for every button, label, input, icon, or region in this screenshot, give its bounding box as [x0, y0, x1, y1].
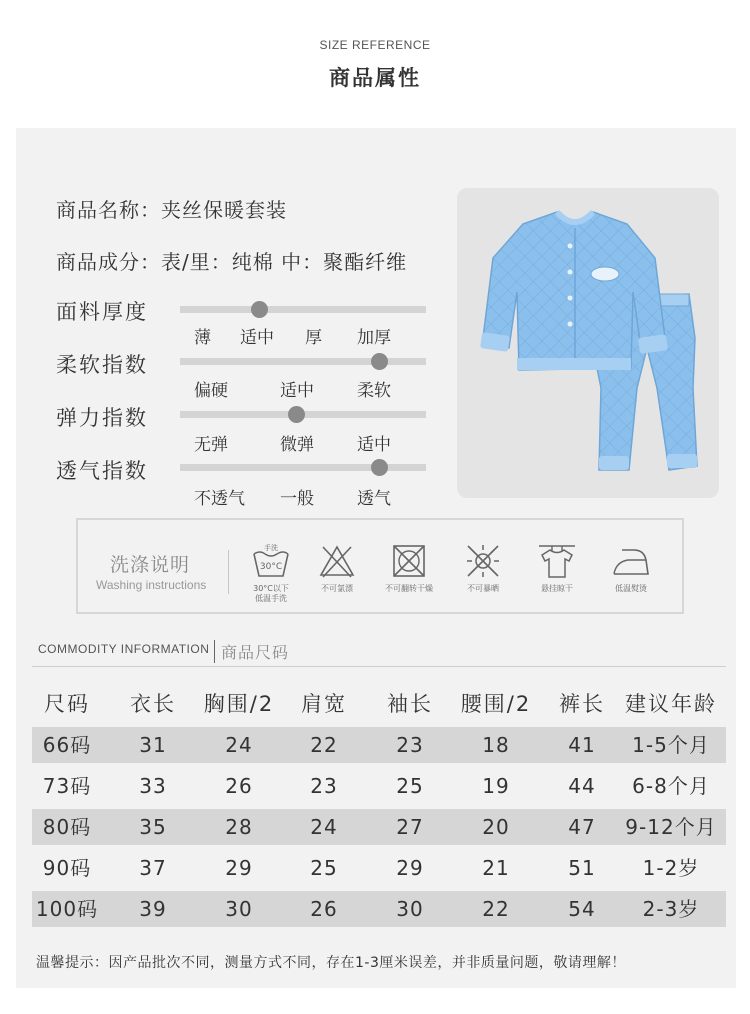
table-row — [32, 850, 726, 886]
age-cell: 2-3岁 — [642, 897, 700, 921]
table-cell: 18 — [482, 733, 510, 757]
age-cell: 1-2岁 — [642, 856, 700, 880]
header-cell: 胸围/2 — [203, 692, 275, 716]
breathability-tick: 不透气 — [194, 489, 245, 509]
thickness-knob — [251, 301, 268, 318]
table-cell: 29 — [225, 856, 253, 880]
table-cell: 30 — [225, 897, 253, 921]
washing-title-en: Washing instructions — [96, 578, 207, 592]
elasticity-label: 弹力指数 — [56, 406, 148, 430]
page-title: 商品属性 — [329, 66, 421, 90]
low-iron-icon — [610, 542, 652, 580]
table-cell: 33 — [139, 774, 167, 798]
thickness-tick: 厚 — [305, 328, 322, 348]
info-divider — [32, 666, 726, 667]
table-cell: 41 — [568, 733, 596, 757]
wash-item — [240, 542, 302, 604]
table-cell: 51 — [568, 856, 596, 880]
table-row — [32, 768, 726, 804]
table-cell: 37 — [139, 856, 167, 880]
table-cell: 30 — [396, 897, 424, 921]
no-bleach-icon — [316, 542, 358, 580]
size-table-header — [32, 686, 726, 722]
table-cell: 35 — [139, 815, 167, 839]
wash-caption-2: 低温手洗 — [255, 594, 287, 603]
elasticity-tick: 无弹 — [194, 435, 228, 455]
wash-caption: 低温熨烫 — [615, 584, 647, 593]
table-cell: 27 — [396, 815, 424, 839]
table-cell: 22 — [310, 733, 338, 757]
age-cell: 6-8个月 — [632, 774, 710, 798]
table-cell: 28 — [225, 815, 253, 839]
breathability-label: 透气指数 — [56, 459, 148, 483]
wash-caption: 悬挂晾干 — [541, 584, 573, 593]
thickness-label: 面料厚度 — [56, 300, 148, 324]
breathability-track — [180, 464, 426, 471]
table-cell: 29 — [396, 856, 424, 880]
wash-badge: 30°C — [259, 562, 283, 572]
wash-item — [378, 542, 440, 594]
header-cell: 衣长 — [130, 692, 176, 716]
table-cell: 26 — [310, 897, 338, 921]
table-cell: 23 — [396, 733, 424, 757]
no-sun-icon — [462, 542, 504, 580]
table-cell: 21 — [482, 856, 510, 880]
table-cell: 54 — [568, 897, 596, 921]
washing-title: 洗涤说明 — [110, 554, 191, 576]
table-cell: 23 — [310, 774, 338, 798]
wash-caption: 30°C以下 — [253, 584, 289, 593]
table-cell: 31 — [139, 733, 167, 757]
table-cell: 39 — [139, 897, 167, 921]
commodity-info-title: COMMODITY INFORMATION — [38, 642, 210, 656]
table-cell: 25 — [396, 774, 424, 798]
washing-instructions — [76, 518, 684, 614]
wash-caption: 不可翻转干燥 — [385, 584, 433, 593]
table-cell: 25 — [310, 856, 338, 880]
breathability-tick: 一般 — [280, 489, 314, 509]
commodity-info-title-cn: 商品尺码 — [214, 640, 289, 663]
table-row — [32, 891, 726, 927]
size-cell: 80码 — [42, 815, 92, 839]
wash-item — [452, 542, 514, 594]
product-material: 商品成分：表/里：纯棉 中：聚酯纤维 — [56, 250, 408, 274]
header-cell: 尺码 — [44, 692, 90, 716]
breathability-tick: 透气 — [357, 489, 391, 509]
header-cell: 建议年龄 — [625, 692, 717, 716]
table-row — [32, 809, 726, 845]
table-cell: 19 — [482, 774, 510, 798]
washing-divider — [228, 550, 229, 594]
wash-item — [306, 542, 368, 594]
size-note: 温馨提示：因产品批次不同，测量方式不同，存在1-3厘米误差，并非质量问题，敬请理解！ — [36, 955, 626, 971]
elasticity-track — [180, 411, 426, 418]
thickness-tick: 薄 — [194, 328, 211, 348]
size-reference-subtitle: SIZE REFERENCE — [319, 38, 431, 52]
table-cell: 20 — [482, 815, 510, 839]
size-cell: 66码 — [42, 733, 92, 757]
table-cell: 44 — [568, 774, 596, 798]
header-cell: 袖长 — [387, 692, 433, 716]
no-tumble-dry-icon — [388, 542, 430, 580]
product-name: 商品名称：夹丝保暖套装 — [56, 198, 287, 222]
table-cell: 26 — [225, 774, 253, 798]
table-cell: 47 — [568, 815, 596, 839]
table-cell: 24 — [225, 733, 253, 757]
size-cell: 90码 — [42, 856, 92, 880]
thickness-tick: 适中 — [240, 328, 274, 348]
wash-caption: 不可氯漂 — [321, 584, 353, 593]
softness-tick: 柔软 — [357, 381, 391, 401]
header-cell: 腰围/2 — [460, 692, 532, 716]
hang-dry-icon — [536, 542, 578, 580]
table-cell: 22 — [482, 897, 510, 921]
size-cell: 100码 — [35, 897, 99, 921]
size-cell: 73码 — [42, 774, 92, 798]
wash-badge-top: 手洗 — [264, 544, 278, 552]
header-cell: 肩宽 — [301, 692, 347, 716]
wash-caption: 不可暴晒 — [467, 584, 499, 593]
softness-tick: 适中 — [280, 381, 314, 401]
product-photo — [457, 188, 719, 498]
header-cell: 裤长 — [559, 692, 605, 716]
wash-item — [526, 542, 588, 594]
table-cell: 24 — [310, 815, 338, 839]
age-cell: 1-5个月 — [632, 733, 710, 757]
elasticity-tick: 微弹 — [280, 435, 314, 455]
wash-30-icon — [250, 542, 292, 580]
softness-label: 柔软指数 — [56, 353, 148, 377]
softness-track — [180, 358, 426, 365]
elasticity-knob — [288, 406, 305, 423]
table-row — [32, 727, 726, 763]
age-cell: 9-12个月 — [625, 815, 717, 839]
thickness-track — [180, 306, 426, 313]
softness-tick: 偏硬 — [194, 381, 228, 401]
baby-quilted-set-icon — [457, 188, 719, 498]
elasticity-tick: 适中 — [357, 435, 391, 455]
thickness-tick: 加厚 — [357, 328, 391, 348]
wash-item — [600, 542, 662, 594]
